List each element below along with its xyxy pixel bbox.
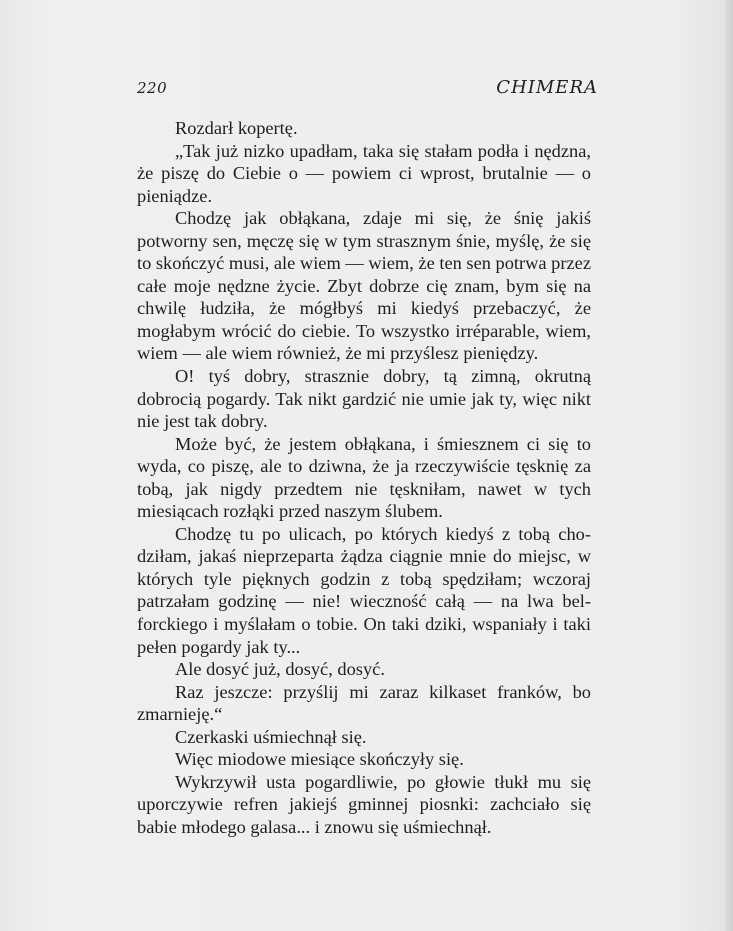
paragraph: „Tak już nizko upadłam, taka się stałam podła i nędzna, że piszę do Ciebie o — powiem ci wprost, brutalnie — o pieniądze. — [137, 140, 591, 206]
paragraph: Ale dosyć już, dosyć, dosyć. — [175, 659, 385, 680]
paragraph: Czerkaski uśmiechnął się. — [175, 726, 367, 747]
paragraph: Wykrzywił usta pogardliwie, po głowie tłukł mu się uporczywie refren jakiejś gminnej piosnki: zachciało się babie młodego galasa... i znowu się uśmiechnął. — [137, 771, 591, 837]
paragraph: O! tyś dobry, strasznie dobry, tą zimną, okrutną dobrocią pogardy. Tak nikt gardzić nie umie jak ty, więc nikt nie jest tak dobry. — [137, 366, 591, 432]
body-text — [137, 117, 591, 839]
paragraph: Chodzę jak obłąkana, zdaje mi się, że śnię jakiś potworny sen, męczę się w tym strasznym śnie, myślę, że się to skończyć musi, ale wiem — wiem, że ten sen potrwa przez całe moje nędzne życie. Zbyt dobrze cię znam, bym się na chwilę łudziła, że mógłbyś mi kiedyś przebaczyć, że mogłabym wrócić do ciebie. To wszystko irréparable, wiem, wiem — ale wiem również, że mi przyślesz pieniędzy. — [137, 208, 591, 364]
paragraph: Chodzę tu po ulicach, po których kiedyś z tobą chodziłam, jakaś nieprzeparta żądza ciągnie mnie do miejsc, w których tyle pięknych godzin z tobą spędziłam; wczoraj patrzałam godzinę — nie! wieczność całą — na lwa belforckiego i myślałam o tobie. On taki dziki, wspaniały i taki pełen pogardy jak ty... — [137, 523, 591, 657]
running-title: CHIMERA — [496, 77, 598, 98]
page-edge-shadow — [725, 0, 733, 931]
paragraph: Może być, że jestem obłąkana, i śmiesznem ci się to wyda, co piszę, ale to dziwna, że ja rzeczywiście tęsknię za tobą, jak nigdy przedtem nie tęskniłam, nawet w tych miesiącach rozłąki przed naszym ślubem. — [137, 433, 591, 522]
paragraph: Raz jeszcze: przyślij mi zaraz kilkaset franków, bo zmarnieję.“ — [137, 681, 591, 725]
paragraph: Rozdarł kopertę. — [175, 118, 298, 138]
paragraph: Więc miodowe miesiące skończyły się. — [175, 749, 464, 770]
page-number: 220 — [137, 79, 168, 97]
page-header — [137, 79, 598, 101]
